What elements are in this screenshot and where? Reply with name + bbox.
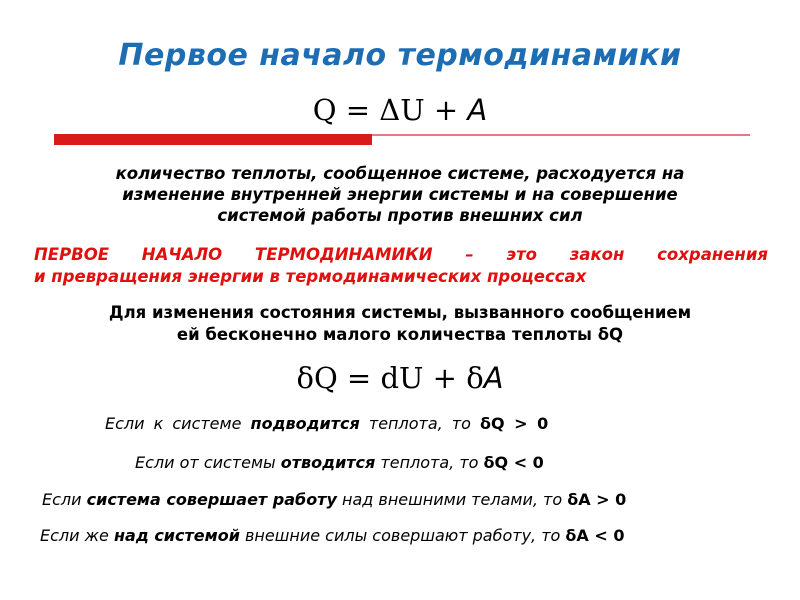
- slide-title: Первое начало термодинамики: [118, 38, 682, 73]
- divider-line: [372, 134, 750, 136]
- condition-text: внешние силы совершают работу, то: [239, 526, 566, 545]
- condition-keyword: система совершает работу: [86, 490, 337, 509]
- condition-text: Если: [42, 490, 87, 509]
- condition-text: Если же: [40, 526, 114, 545]
- condition-text: Если от системы: [135, 453, 281, 472]
- infinitesimal-line-1: Для изменения состояния системы, вызванного сообщением: [108, 303, 692, 322]
- definition-line-3: системой работы против внешних сил: [217, 206, 583, 225]
- accent-bar: [54, 134, 372, 145]
- formula1-left: Q = ΔU +: [312, 93, 468, 127]
- condition-keyword: отводится: [280, 453, 376, 472]
- condition-relation: δQ < 0: [483, 453, 544, 472]
- condition-keyword: над системой: [113, 526, 240, 545]
- law-statement-line-2: и превращения энергии в термодинамических процессах: [34, 267, 587, 286]
- first-law-formula: [0, 93, 800, 127]
- infinitesimal-paragraph: [20, 302, 780, 346]
- condition-text: теплота, то: [359, 414, 480, 433]
- definition-paragraph: [20, 163, 780, 226]
- condition-work-on-system: [40, 526, 624, 545]
- condition-relation: δA > 0: [567, 490, 627, 509]
- condition-text: теплота, то: [375, 453, 484, 472]
- definition-line-2: изменение внутренней энергии системы и на совершение: [122, 185, 678, 204]
- condition-keyword: подводится: [250, 414, 360, 433]
- infinitesimal-line-2: ей бесконечно малого количества теплоты δQ: [176, 325, 624, 344]
- condition-text: Если к системе: [105, 414, 251, 433]
- formula2-work-var: A: [483, 361, 504, 395]
- formula2-left: δQ = dU + δ: [296, 361, 484, 395]
- condition-relation: δA < 0: [565, 526, 625, 545]
- condition-heat-supplied: [105, 414, 548, 433]
- condition-heat-removed: [135, 453, 544, 472]
- condition-system-does-work: [42, 490, 626, 509]
- condition-relation: δQ > 0: [480, 414, 549, 433]
- definition-line-1: количество теплоты, сообщенное системе, расходуется на: [115, 164, 685, 183]
- formula1-work-var: A: [467, 93, 488, 127]
- differential-formula: [0, 361, 800, 395]
- condition-text: над внешними телами, то: [336, 490, 568, 509]
- law-statement-line-1: ПЕРВОЕ НАЧАЛО ТЕРМОДИНАМИКИ – это закон сохранения: [34, 245, 768, 264]
- law-statement: [34, 244, 768, 288]
